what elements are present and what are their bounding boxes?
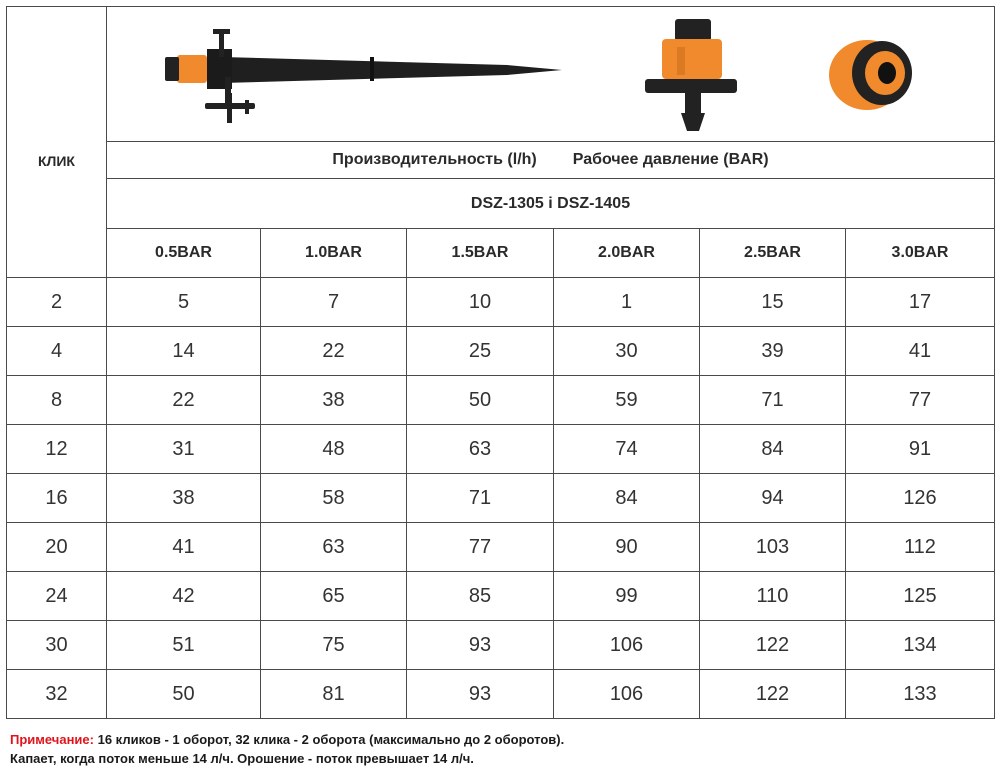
flow-value-cell: 84 (761, 437, 784, 460)
flow-value-cell: 93 (468, 682, 492, 705)
note-label: Примечание: (10, 732, 94, 747)
click-cell: 24 (45, 584, 68, 607)
flow-value-cell: 84 (615, 486, 638, 509)
flow-value-cell: 122 (755, 682, 790, 705)
click-cell: 20 (45, 535, 68, 558)
flow-value-cell: 42 (172, 584, 195, 607)
flow-value-cell: 1 (620, 290, 633, 313)
flow-value-cell: 25 (468, 339, 492, 362)
note-line-2 (10, 751, 474, 766)
flow-value-cell: 133 (903, 682, 937, 705)
flow-value-cell: 39 (761, 339, 784, 362)
flow-value-cell: 48 (322, 437, 345, 460)
flow-value-cell: 5 (177, 290, 190, 313)
column-header: 1.0BAR (305, 244, 362, 261)
click-cell: 4 (50, 339, 63, 362)
flow-value-cell: 93 (468, 633, 492, 656)
dripper-side-icon (645, 19, 737, 131)
flow-value-cell: 63 (322, 535, 345, 558)
flow-value-cell: 85 (468, 584, 492, 607)
model-label: DSZ-1305 і DSZ-1405 (470, 194, 631, 212)
flow-value-cell: 31 (172, 437, 195, 460)
flow-value-cell: 125 (903, 584, 937, 607)
flow-value-cell: 59 (615, 388, 638, 411)
flow-value-cell: 77 (468, 535, 492, 558)
flow-value-cell: 7 (327, 290, 340, 313)
flow-value-cell: 22 (322, 339, 345, 362)
flow-value-cell: 22 (172, 388, 195, 411)
flow-value-cell: 50 (468, 388, 492, 411)
click-cell: 16 (45, 486, 68, 509)
click-cell: 30 (45, 633, 68, 656)
note-text-2: Капает, когда поток меньше 14 л/ч. Орошение - поток превышает 14 л/ч. (10, 751, 474, 766)
flow-value-cell: 14 (172, 339, 195, 362)
column-header: 1.5BAR (451, 244, 509, 261)
flow-value-cell: 77 (908, 388, 932, 411)
flow-value-cell: 41 (172, 535, 195, 558)
stake-dripper-icon (107, 7, 994, 141)
flow-value-cell: 30 (615, 339, 638, 362)
dripper-top-icon (829, 40, 912, 110)
flow-value-cell: 71 (761, 388, 784, 411)
note-line-1 (10, 732, 564, 747)
note-text-1: 16 кликов - 1 оборот, 32 клика - 2 оборота (максимально до 2 оборотов). (93, 732, 565, 747)
flow-value-cell: 10 (468, 290, 492, 313)
flow-value-cell: 99 (615, 584, 638, 607)
click-cell: 32 (45, 682, 68, 705)
flow-value-cell: 122 (755, 633, 790, 656)
column-header: 3.0BAR (891, 244, 949, 261)
column-header: 0.5BAR (155, 244, 212, 261)
flow-value-cell: 103 (755, 535, 790, 558)
flow-value-cell: 65 (322, 584, 345, 607)
flow-value-cell: 110 (756, 584, 789, 607)
flow-value-cell: 38 (322, 388, 345, 411)
flow-value-cell: 90 (615, 535, 638, 558)
productivity-label: Производительность (l/h) (332, 151, 537, 168)
flow-value-cell: 50 (172, 682, 195, 705)
flow-value-cell: 134 (903, 633, 937, 656)
flow-value-cell: 112 (904, 535, 936, 558)
flow-value-cell: 81 (322, 682, 345, 705)
flow-value-cell: 41 (908, 339, 932, 362)
flow-value-cell: 15 (761, 290, 784, 313)
column-header: 2.5BAR (744, 244, 801, 261)
flow-value-cell: 91 (908, 437, 932, 460)
flow-value-cell: 75 (322, 633, 345, 656)
click-cell: 2 (50, 290, 63, 313)
click-cell: 12 (45, 437, 68, 460)
flow-value-cell: 58 (322, 486, 345, 509)
header-labels (107, 142, 994, 178)
flow-value-cell: 94 (761, 486, 784, 509)
click-cell: 8 (50, 388, 63, 411)
flow-value-cell: 38 (172, 486, 195, 509)
product-images (107, 7, 994, 141)
flow-value-cell: 71 (468, 486, 492, 509)
pressure-label: Рабочее давление (BAR) (572, 151, 769, 168)
flow-value-cell: 51 (172, 633, 195, 656)
column-header: 2.0BAR (598, 244, 655, 261)
flow-value-cell: 74 (615, 437, 638, 460)
flow-table (6, 6, 995, 718)
flow-value-cell: 106 (609, 633, 644, 656)
click-header: КЛИК (38, 152, 75, 169)
flow-value-cell: 17 (908, 290, 932, 313)
flow-value-cell: 63 (468, 437, 492, 460)
flow-value-cell: 126 (903, 486, 937, 509)
flow-value-cell: 106 (609, 682, 644, 705)
